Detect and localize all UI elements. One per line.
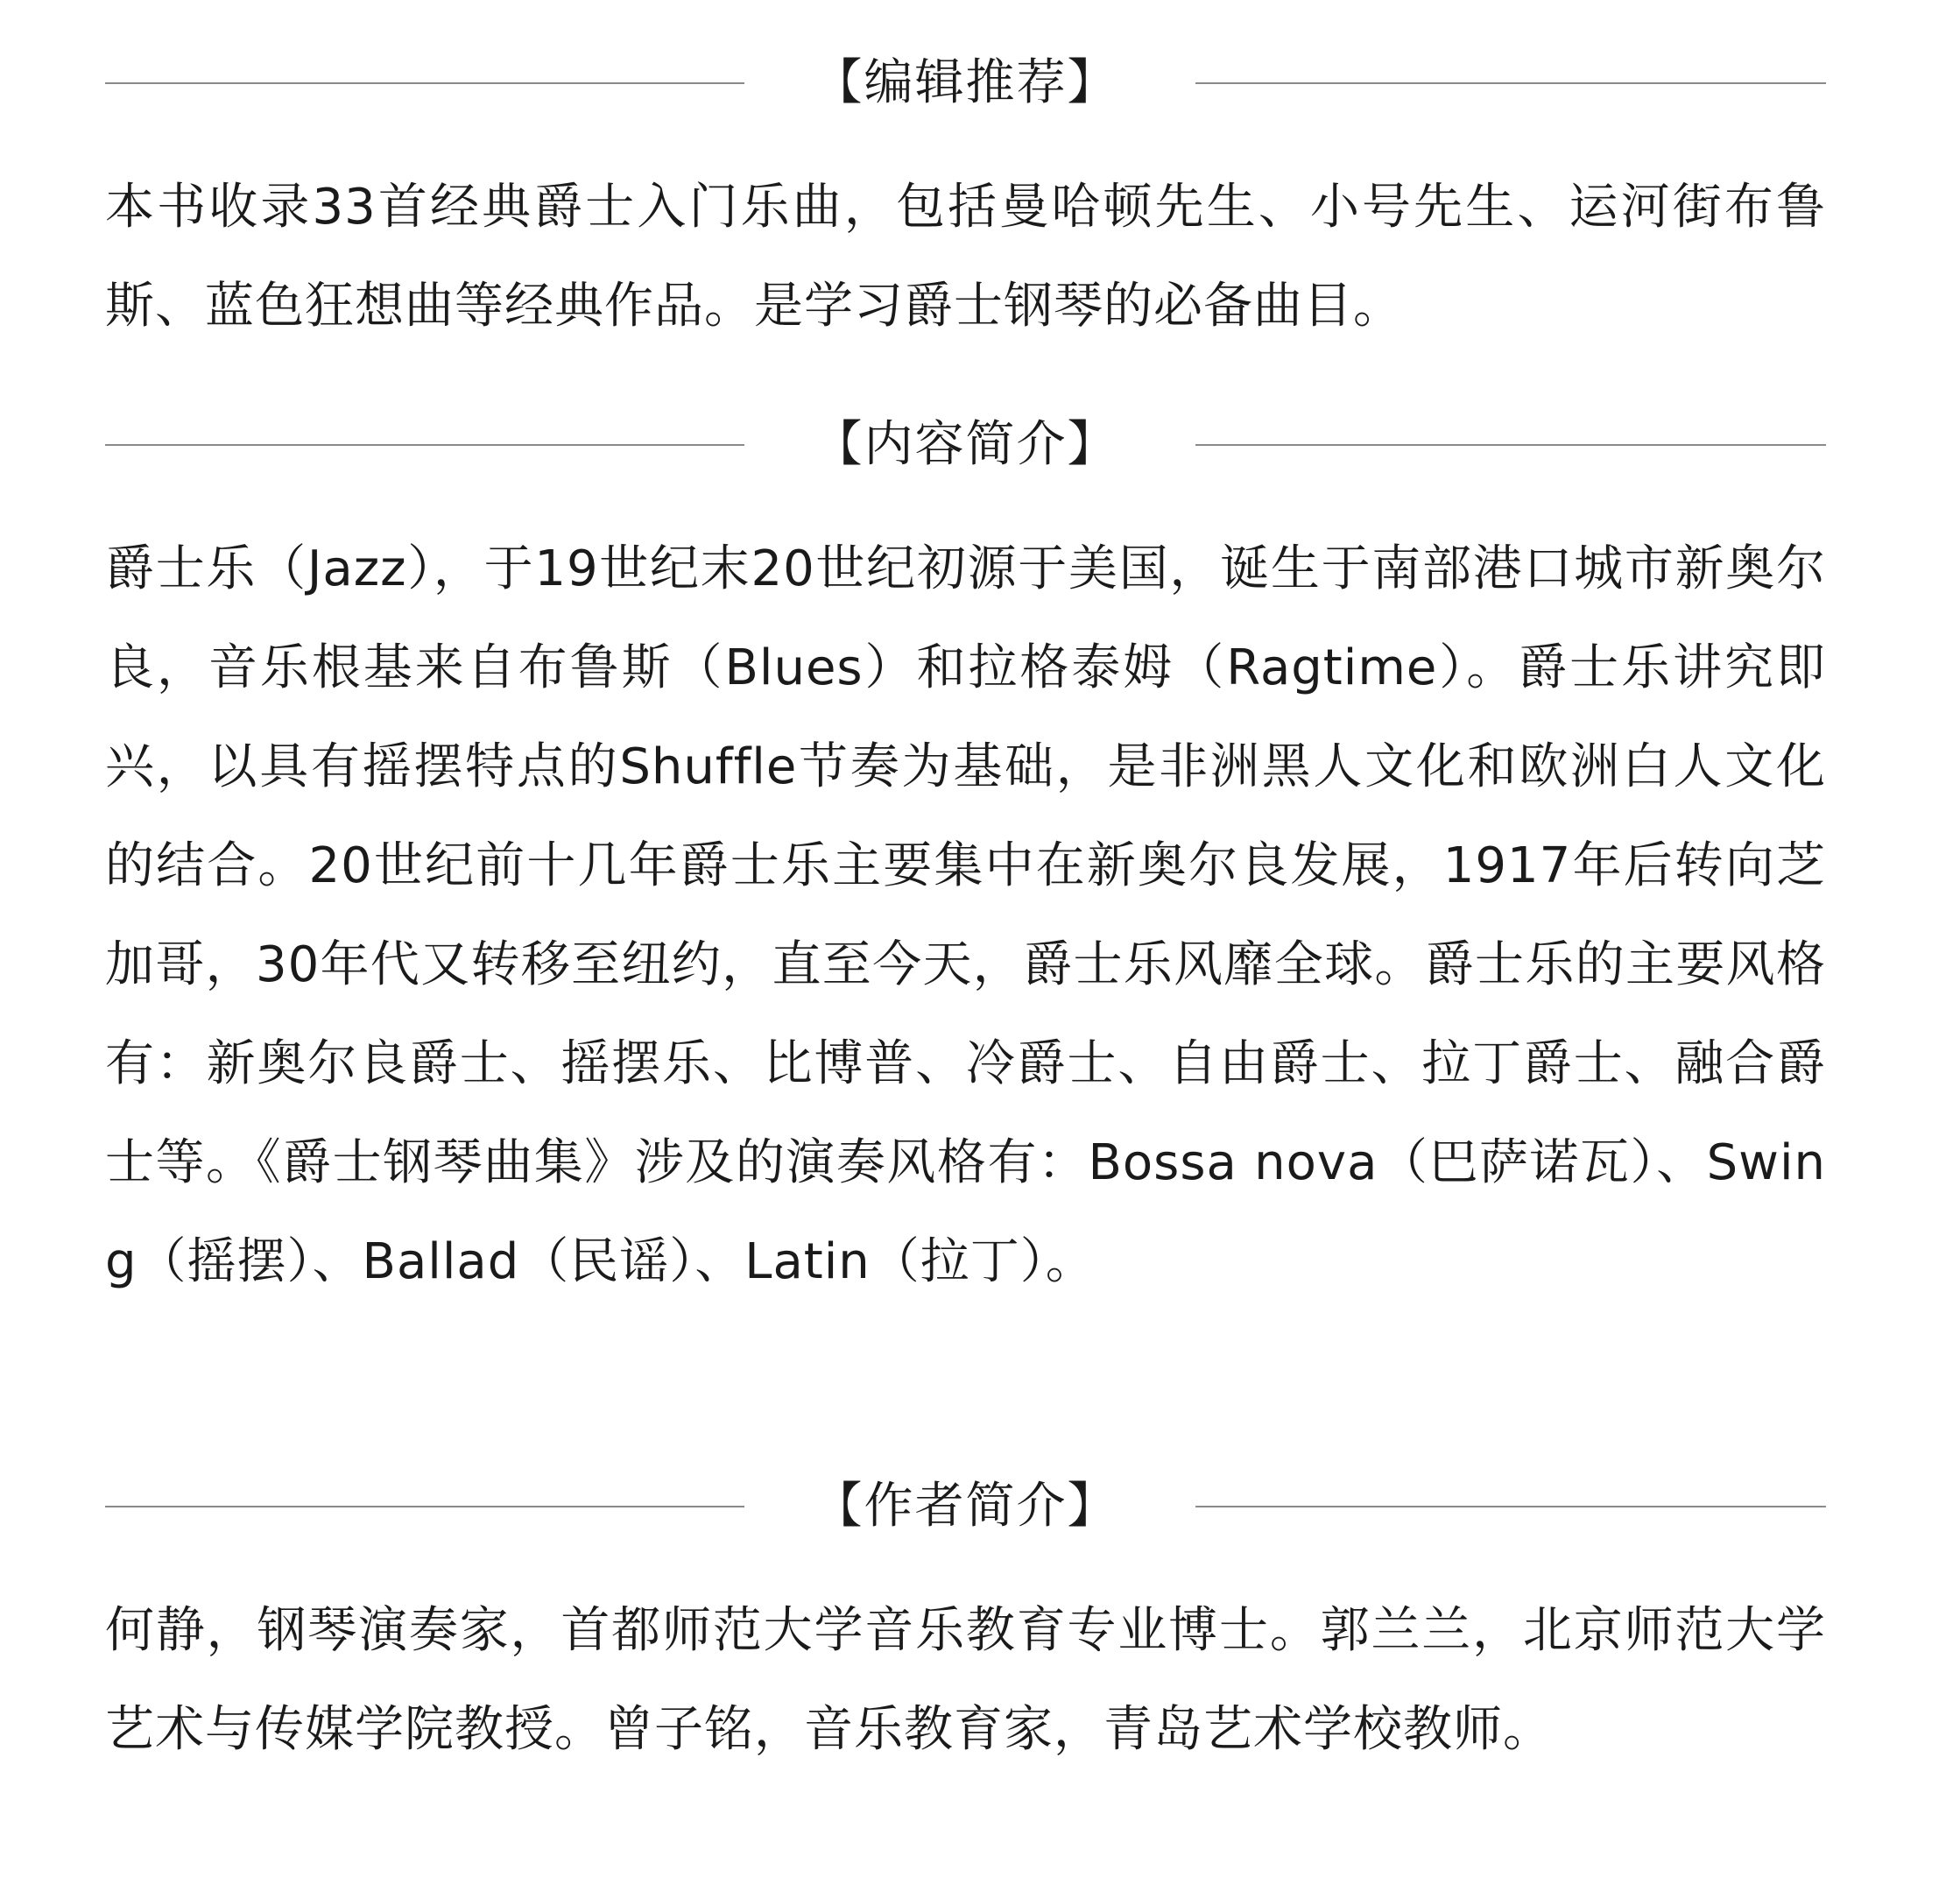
section-heading: 【编辑推荐】 [813, 54, 1118, 111]
author-bio-text: 何静，钢琴演奏家，首都师范大学音乐教育专业博士。郭兰兰，北京师范大学艺术与传媒学院教授。曾子铭，音乐教育家，青岛艺术学校教师。 [105, 1602, 1826, 1758]
section-header-author-bio [105, 1467, 1826, 1546]
divider-line [1195, 444, 1826, 446]
section-header-editor-recommendation [105, 44, 1826, 123]
content-summary-text: 爵士乐（Jazz），于19世纪末20世纪初源于美国，诞生于南部港口城市新奥尔良，音乐根基来自布鲁斯（Blues）和拉格泰姆（Ragtime）。爵士乐讲究即兴，以具有摇摆特点的Shuffle节奏为基础，是非洲黑人文化和欧洲白人文化的结合。20世纪前十几年爵士乐主要集中在新奥尔良发展，1917年后转向芝加哥，30年代又转移至纽约，直至今天，爵士乐风靡全球。爵士乐的主要风格有：新奥尔良爵士、摇摆乐、比博普、冷爵士、自由爵士、拉丁爵士、融合爵士等。《爵士钢琴曲集》涉及的演奏风格有：Bossa nova（巴萨诺瓦）、Swing（摇摆）、Ballad（民谣）、Latin（拉丁）。 [105, 540, 1826, 1290]
section-heading: 【内容简介】 [813, 416, 1118, 473]
divider-line [1195, 1506, 1826, 1507]
section-header-content-summary [105, 406, 1826, 484]
divider-line [1195, 82, 1826, 84]
editor-recommendation-text: 本书收录33首经典爵士入门乐曲，包括曼哈顿先生、小号先生、运河街布鲁斯、蓝色狂想曲等经典作品。是学习爵士钢琴的必备曲目。 [105, 179, 1826, 335]
section-heading: 【作者简介】 [813, 1478, 1118, 1535]
